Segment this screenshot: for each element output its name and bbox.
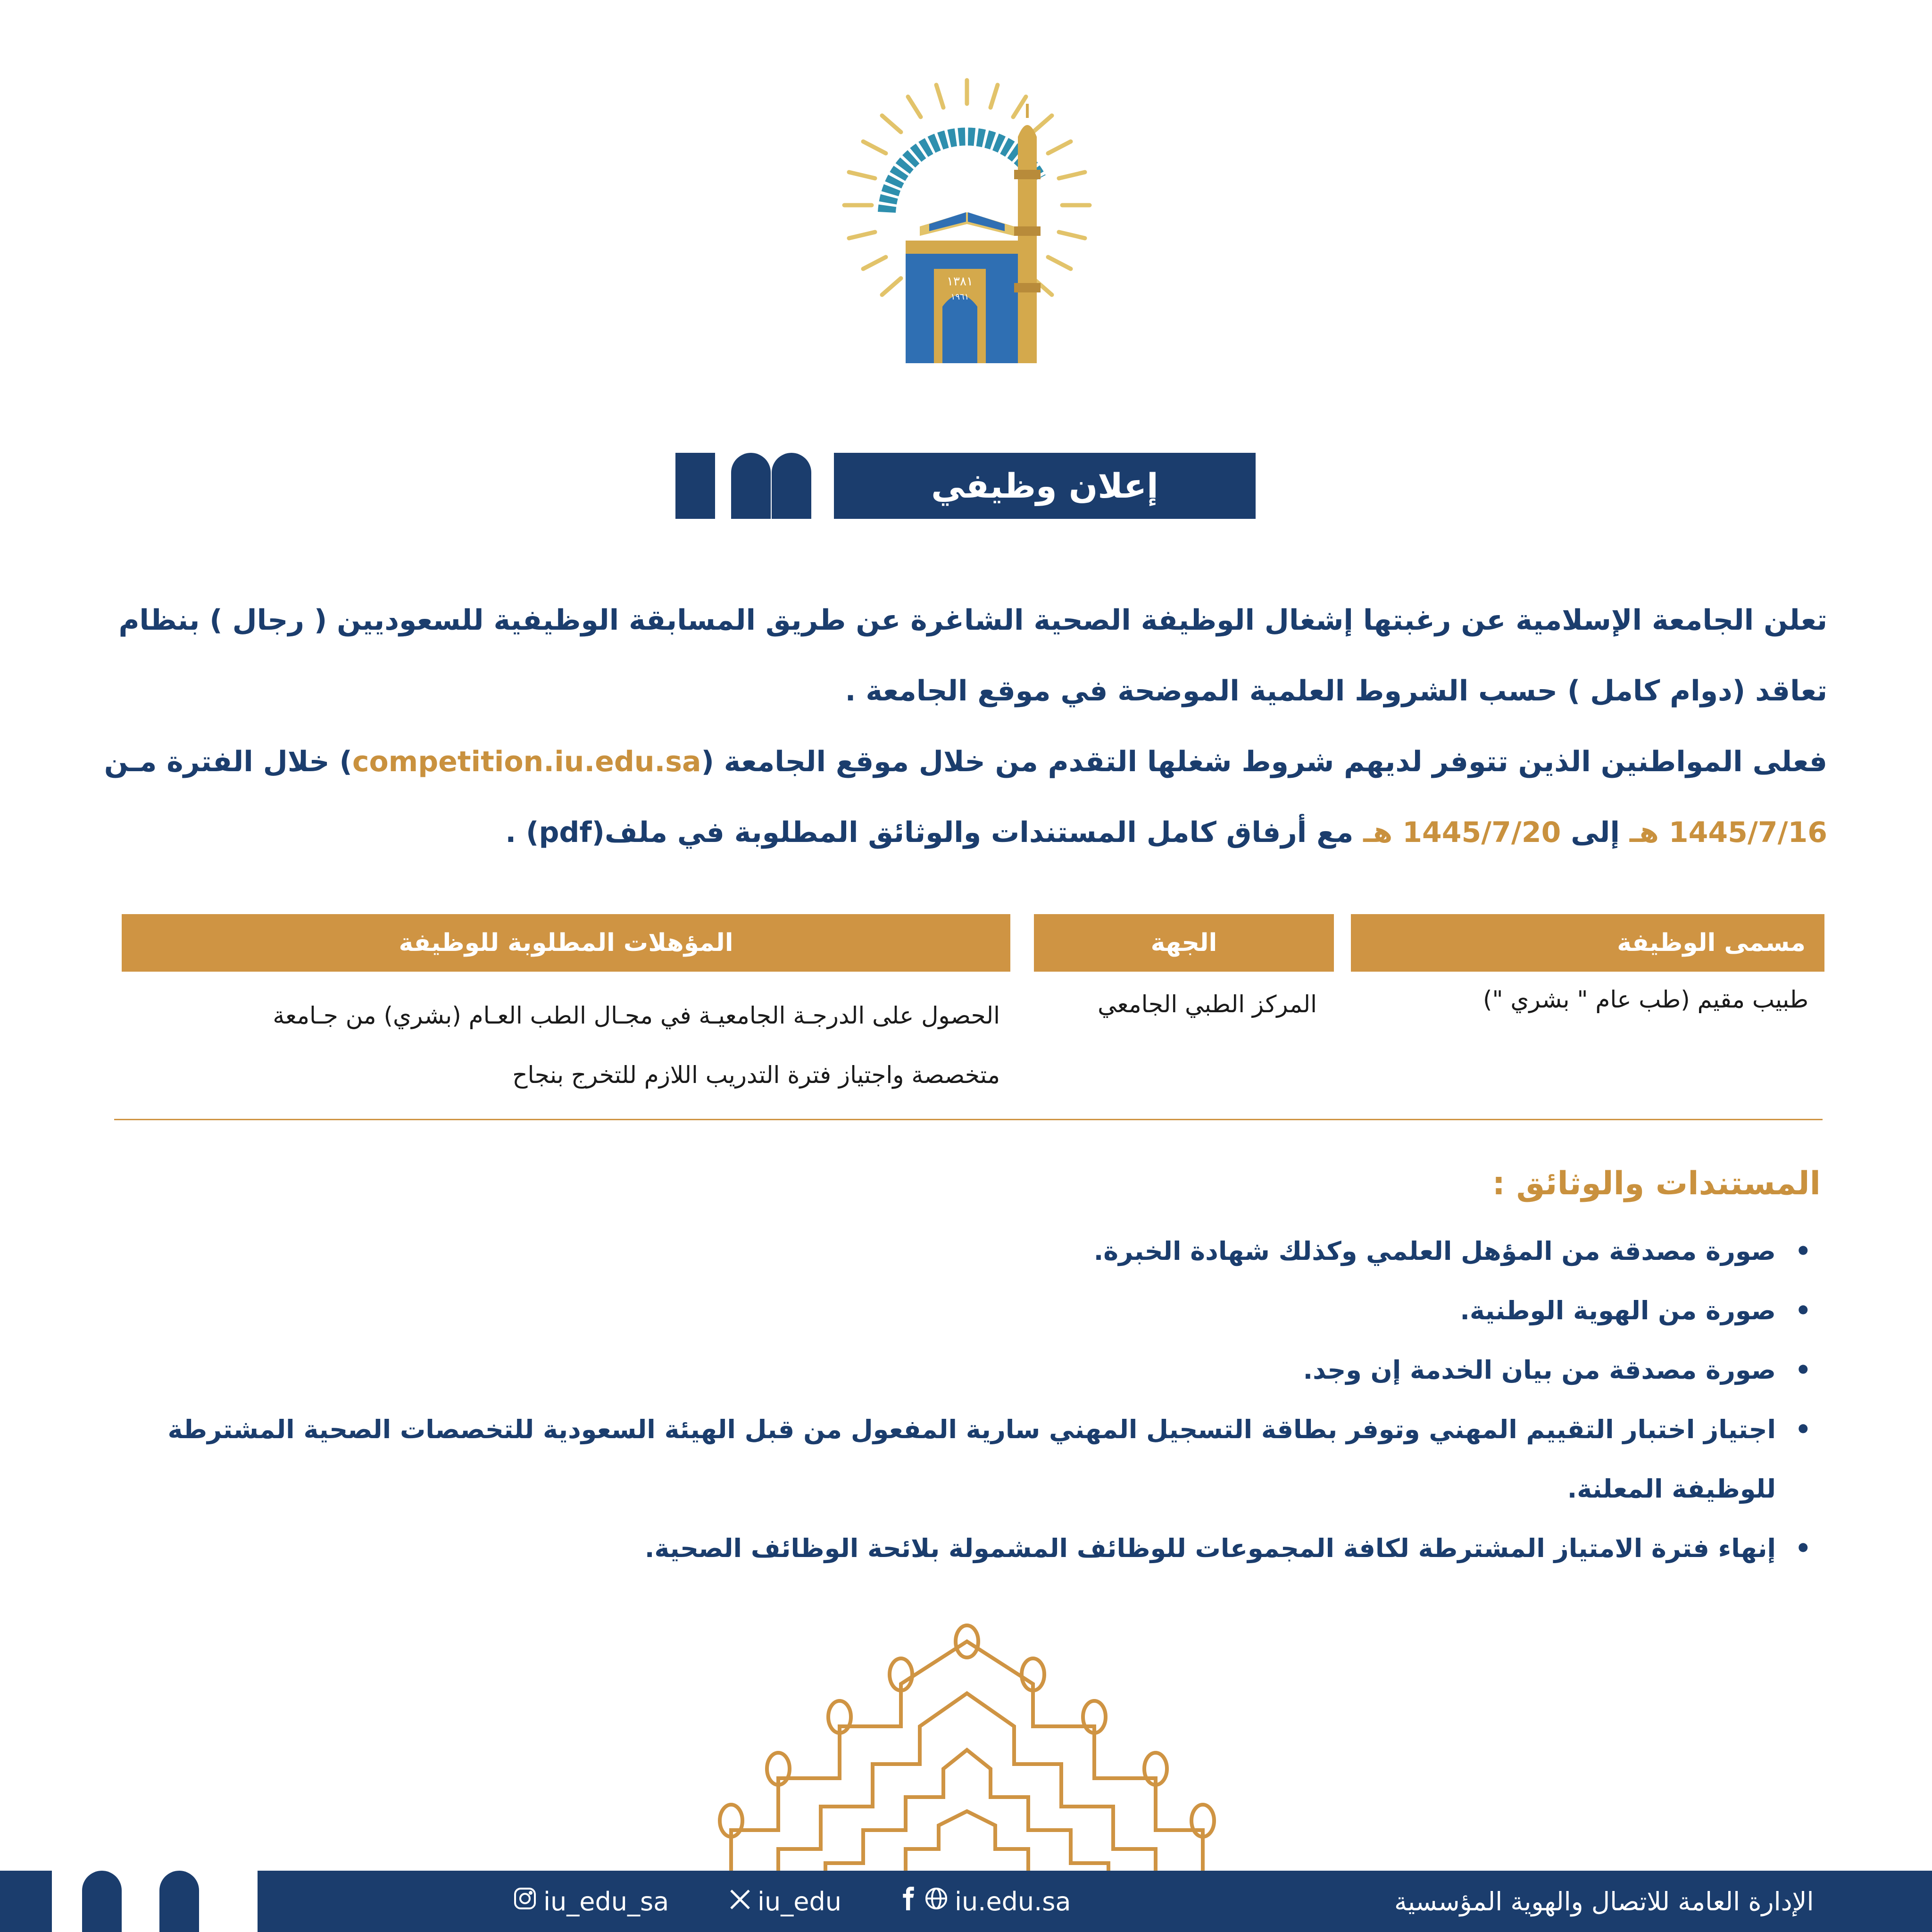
intro-line-3 [99,726,1827,797]
bullet-icon: • [1795,1236,1811,1266]
footer-department: الإدارة العامة للاتصال والهوية المؤسسية [1394,1886,1814,1916]
globe-icon [924,1887,948,1916]
footer-x-link[interactable] [729,1871,841,1932]
intro-line-3-end: ) خلال الفترة مـن [104,745,352,778]
instagram-icon [513,1887,537,1916]
column-header-department: الجهة [1034,914,1334,972]
decor-bar [675,453,715,519]
logo-year-gregorian: ١٩٦١ [950,292,969,302]
qualifications-line-1: الحصول على الدرجـة الجامعيـة في مجـال الطب العـام (بشري) من جـامعة [273,1002,1000,1029]
qualifications-line-2: متخصصة واجتياز فترة التدريب اللازم للتخرج بنجاح [512,1061,1000,1089]
intro-line-3-start: فعلى المواطنين الذين تتوفر لديهم شروط شغلها التقدم من خلال موقع الجامعة ( [701,745,1827,778]
logo-year-hijri: ١٣٨١ [947,275,973,289]
university-logo [816,71,1118,373]
bullet-icon: • [1795,1533,1811,1563]
gate-icon [906,241,1028,363]
documents-heading: المستندات والوثائق : [1492,1165,1821,1202]
list-item: • صورة مصدقة من بيان الخدمة إن وجد. [71,1341,1811,1400]
footer-website-link[interactable] [899,1871,1071,1932]
documents-list [71,1222,1811,1578]
announcement-paragraph [99,585,1827,868]
footer-instagram-handle: iu_edu_sa [543,1886,669,1916]
cell-department: المركز الطبي الجامعي [1098,991,1317,1018]
bullet-icon: • [1795,1355,1811,1385]
minaret-icon [1014,104,1041,363]
footer-website-text: iu.edu.sa [955,1886,1071,1916]
intro-line-4 [99,797,1827,868]
date-separator: إلى [1561,816,1630,849]
book-icon [920,212,1014,236]
footer-instagram-link[interactable] [513,1871,669,1932]
footer-decor-bar-rounded [82,1871,122,1932]
footer-x-handle: iu_edu [758,1886,841,1916]
page-title: إعلان وظيفي [931,466,1158,506]
list-item: • إنهاء فترة الامتياز المشترطة لكافة المجموعات للوظائف المشمولة بلائحة الوظائف الصحية. [71,1519,1811,1578]
intro-line-1: تعلن الجامعة الإسلامية عن رغبتها إشغال الوظيفة الصحية الشاغرة عن طريق المسابقة الوظيفية للسعوديين ( رجال ) بنظام [118,604,1827,637]
cell-qualifications [151,986,1000,1105]
bullet-icon: • [1795,1415,1811,1444]
footer-bar [258,1871,1932,1932]
bullet-icon: • [1795,1296,1811,1325]
title-banner [834,453,1256,519]
start-date: 1445/7/16 هـ [1629,816,1827,849]
intro-line-4-end: مع أرفاق كامل المستندات والوثائق المطلوبة في ملف(pdf) . [505,816,1364,849]
list-item: • اجتياز اختبار التقييم المهني وتوفر بطاقة التسجيل المهني سارية المفعول من قبل الهيئة السعودية للتخصصات الصحية المشترطة للوظيفة المعلنة. [71,1400,1811,1519]
decor-bar-rounded [772,453,811,519]
column-header-qualifications: المؤهلات المطلوبة للوظيفة [122,914,1010,972]
facebook-icon [899,1887,918,1916]
intro-line-2: تعاقد (دوام كامل ) حسب الشروط العلمية الموضحة في موقع الجامعة . [845,675,1827,708]
divider [114,1119,1823,1120]
x-icon [729,1887,751,1916]
decor-bar-rounded [731,453,771,519]
column-header-job-title: مسمى الوظيفة [1351,914,1824,972]
footer-decor-bar-rounded [159,1871,199,1932]
end-date: 1445/7/20 هـ [1363,816,1561,849]
ornament-pattern [698,1623,1236,1887]
list-item: • صورة من الهوية الوطنية. [71,1281,1811,1341]
competition-link[interactable]: competition.iu.edu.sa [352,745,701,778]
footer-decor-bar [0,1871,52,1932]
list-item: • صورة مصدقة من المؤهل العلمي وكذلك شهادة الخبرة. [71,1222,1811,1281]
cell-job-title: طبيب مقيم (طب عام " بشري ") [1482,986,1808,1013]
